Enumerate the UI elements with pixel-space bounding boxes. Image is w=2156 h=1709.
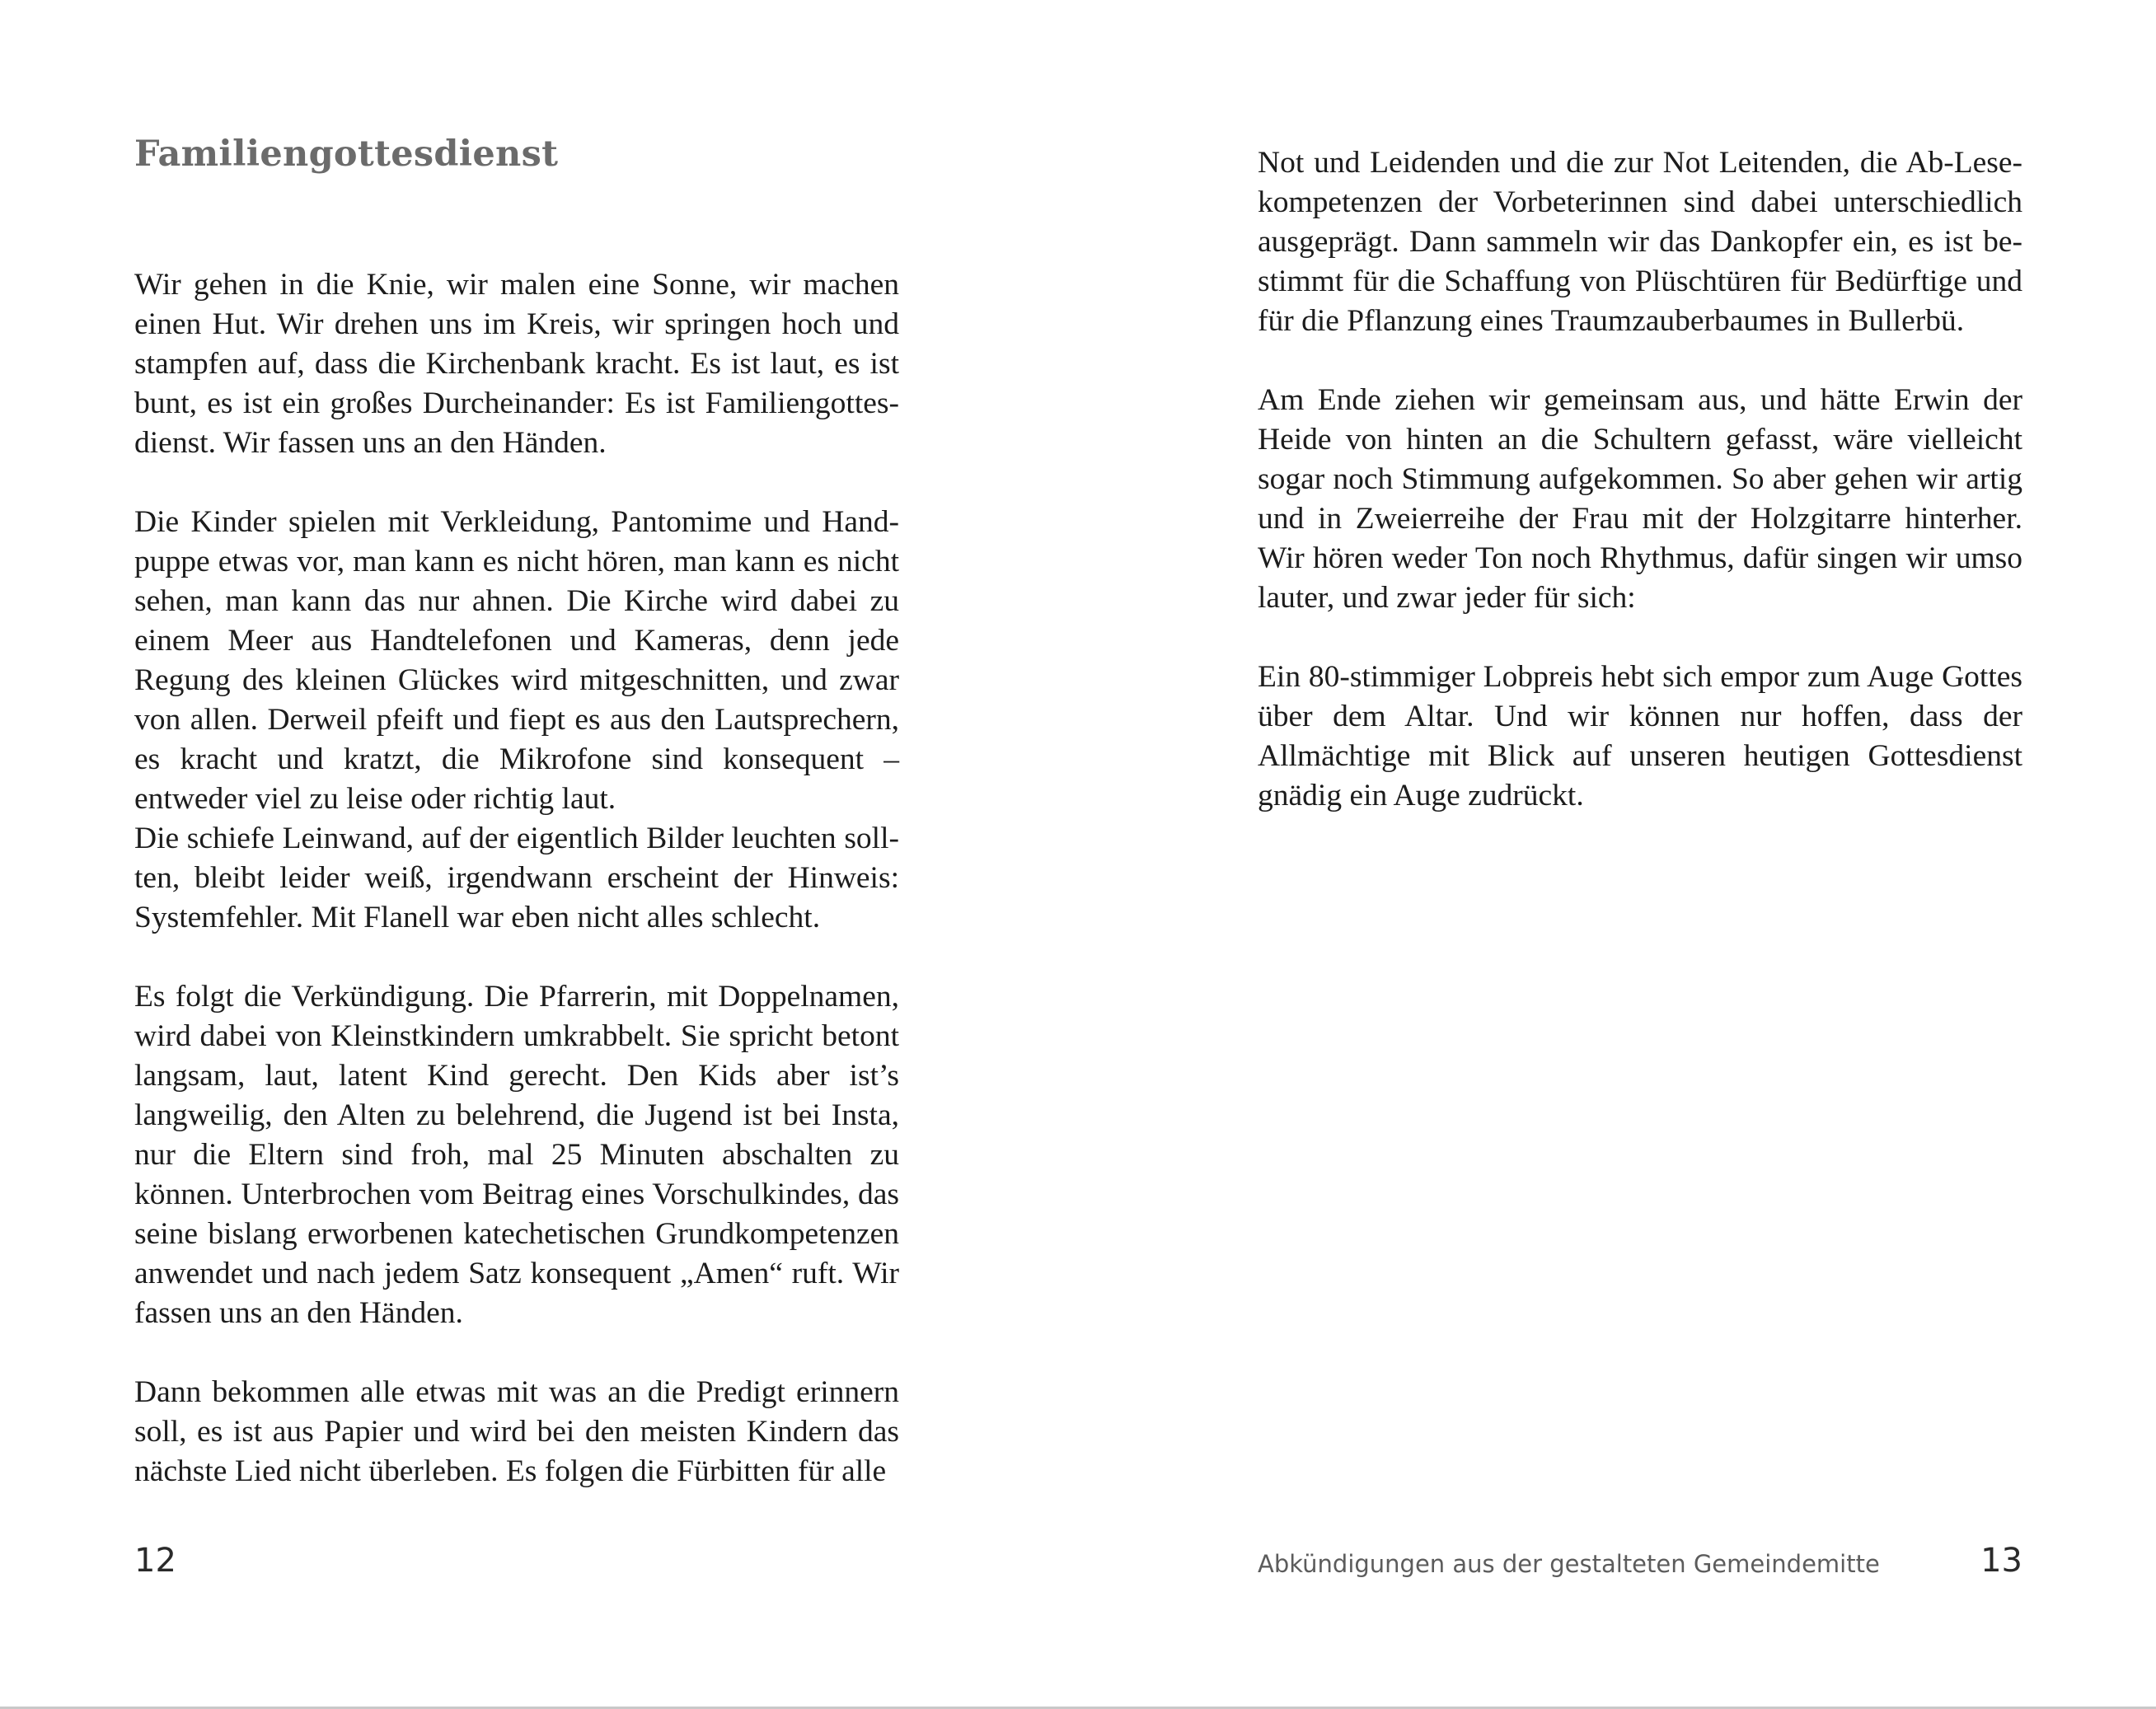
paragraph: Es folgt die Verkündigung. Die Pfarrerin, mit Doppelnamen, wird dabei von Kleinstkindern umkrabbelt. Sie spricht betont langsam, laut, latent Kind gerecht. Den Kids aber ist’s langweilig, den Alten zu belehrend, die Jugend ist bei Insta, nur die Eltern sind froh, mal 25 Minuten abschalten zu können. Unterbrochen vom Beitrag eines Vorschulkindes, das seine bislang erworbenen katechetischen Grundkompetenzen anwendet und nach jedem Satz konsequent „Amen“ ruft. Wir fassen uns an den Händen.	[134, 980, 899, 1330]
right-text-column	[1258, 143, 2022, 855]
page-number-right: 13	[1980, 1542, 2022, 1580]
running-head: Abkündigungen aus der gestalteten Gemeindemitte	[1258, 1550, 1880, 1578]
chapter-title: Familiengottesdienst	[134, 133, 559, 175]
left-text-column	[134, 265, 899, 1531]
paragraph: Am Ende ziehen wir gemeinsam aus, und hätte Erwin der Heide von hinten an die Schultern gefasst, wäre vielleicht sogar noch Stimmung aufgekommen. So aber gehen wir artig und in Zweierreihe der Frau mit der Holzgitarre hinterher. Wir hören weder Ton noch Rhythmus, dafür singen wir umso lauter, und zwar jeder für sich:	[1258, 383, 2022, 615]
paragraph: Wir gehen in die Knie, wir malen eine Sonne, wir machen einen Hut. Wir drehen uns im Kreis, wir springen hoch und stampfen auf, dass die Kirchenbank kracht. Es ist laut, es ist bunt, es ist ein großes Durcheinander: Es ist Familiengottesdienst. Wir fassen uns an den Händen.	[134, 268, 899, 460]
paragraph: Die Kinder spielen mit Verkleidung, Pantomime und Handpuppe etwas vor, man kann es nicht hören, man kann es nicht sehen, man kann das nur ahnen. Die Kirche wird dabei zu einem Meer aus Handtelefonen und Kameras, denn jede Regung des kleinen Glückes wird mitgeschnitten, und zwar von allen. Derweil pfeift und fiept es aus den Lautsprechern, es kracht und kratzt, die Mikrofone sind konsequent – entweder viel zu leise oder richtig laut.	[134, 505, 899, 816]
page-number-left: 12	[134, 1542, 176, 1580]
right-page	[1078, 0, 2156, 1709]
paragraph: Ein 80-stimmiger Lobpreis hebt sich empor zum Auge Gottes über dem Altar. Und wir können nur hoffen, dass der Allmächtige mit Blick auf unseren heutigen Gottesdienst gnädig ein Auge zudrückt.	[1258, 660, 2022, 812]
paragraph: Not und Leidenden und die zur Not Leitenden, die Ab-Lesekompetenzen der Vorbeterinnen sind dabei unterschiedlich ausgeprägt. Dann sammeln wir das Dankopfer ein, es ist bestimmt für die Schaffung von Plüschtüren für Bedürftige und für die Pflanzung eines Traumzauberbaumes in Bullerbü.	[1258, 146, 2022, 338]
paragraph: Dann bekommen alle etwas mit was an die Predigt erinnern soll, es ist aus Papier und wird bei den meisten Kindern das nächste Lied nicht überleben. Es folgen die Fürbitten für alle	[134, 1375, 899, 1488]
paragraph: Die schiefe Leinwand, auf der eigentlich Bilder leuchten sollten, bleibt leider weiß, irgendwann erscheint der Hinweis: Systemfehler. Mit Flanell war eben nicht alles schlecht.	[134, 822, 899, 934]
